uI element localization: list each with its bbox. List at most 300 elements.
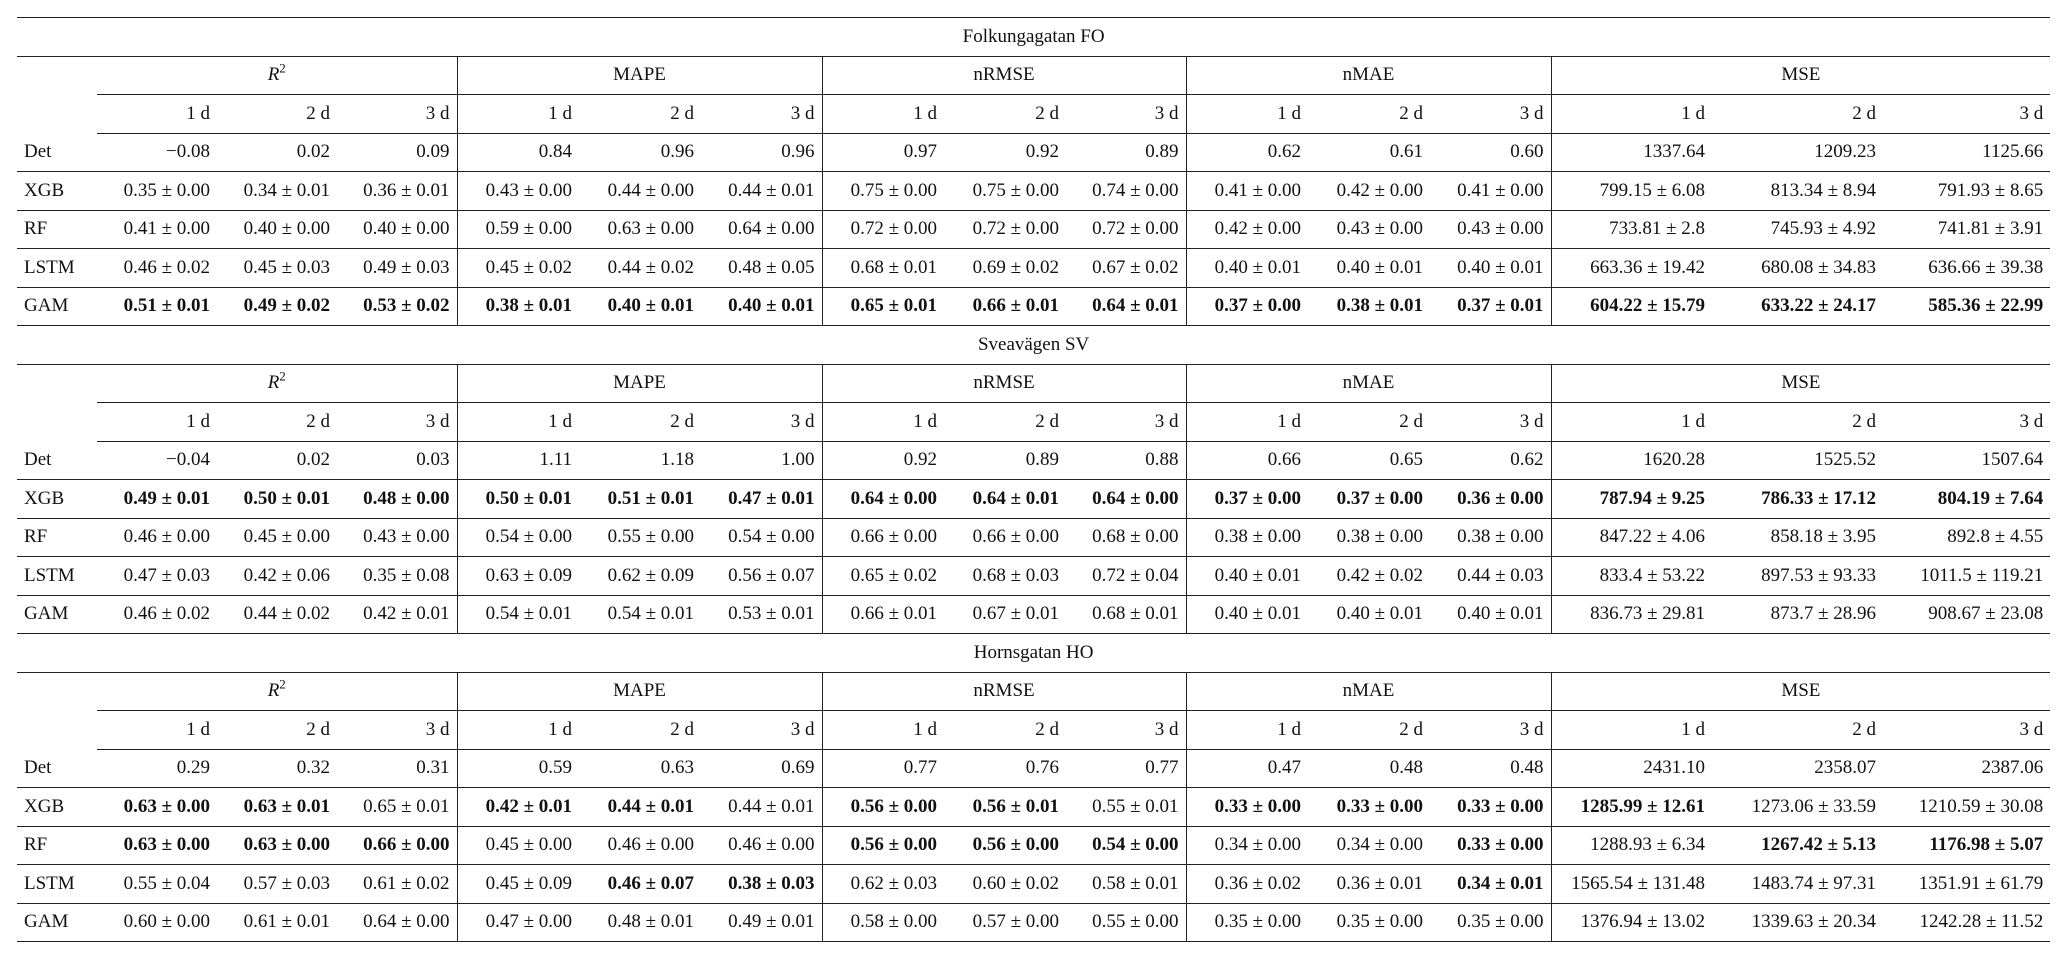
table-cell: 787.94 ± 9.25 bbox=[1551, 480, 1712, 519]
table-cell: 0.48 bbox=[1308, 749, 1430, 788]
horizon-header: 1 d bbox=[457, 403, 579, 442]
table-cell: 0.65 ± 0.02 bbox=[822, 557, 944, 596]
table-cell: 0.64 ± 0.00 bbox=[337, 903, 457, 942]
section-title-row bbox=[17, 18, 2050, 57]
table-cell: 0.62 bbox=[1186, 133, 1308, 172]
table-cell: 0.44 ± 0.01 bbox=[701, 172, 822, 211]
table-cell: 0.32 bbox=[217, 749, 337, 788]
table-cell: 1288.93 ± 6.34 bbox=[1551, 826, 1712, 865]
table-cell: 0.66 ± 0.00 bbox=[822, 518, 944, 557]
table-cell: 0.53 ± 0.02 bbox=[337, 287, 457, 326]
table-cell: 0.42 ± 0.01 bbox=[337, 595, 457, 634]
table-cell: 0.33 ± 0.00 bbox=[1186, 788, 1308, 827]
horizon-header: 1 d bbox=[822, 95, 944, 134]
horizon-header: 3 d bbox=[1066, 711, 1186, 750]
table-cell: 0.40 ± 0.01 bbox=[1186, 557, 1308, 596]
table-cell: 0.66 ± 0.00 bbox=[337, 826, 457, 865]
table-cell: 1483.74 ± 97.31 bbox=[1712, 865, 1883, 904]
table-cell: 0.56 ± 0.00 bbox=[944, 826, 1066, 865]
horizon-header: 2 d bbox=[944, 711, 1066, 750]
table-cell: 0.40 ± 0.01 bbox=[1186, 595, 1308, 634]
table-cell: 0.40 ± 0.01 bbox=[1186, 249, 1308, 288]
metric-superscript: 2 bbox=[279, 368, 286, 384]
table-cell: 0.41 ± 0.00 bbox=[97, 210, 217, 249]
model-name: GAM bbox=[17, 595, 97, 634]
table-cell: 1209.23 bbox=[1712, 133, 1883, 172]
table-cell: 0.65 ± 0.01 bbox=[822, 287, 944, 326]
table-cell: 1125.66 bbox=[1883, 133, 2050, 172]
table-cell: 0.47 bbox=[1186, 749, 1308, 788]
table-cell: 741.81 ± 3.91 bbox=[1883, 210, 2050, 249]
table-row bbox=[17, 826, 2050, 865]
table-cell: 0.97 bbox=[822, 133, 944, 172]
table-cell: 1273.06 ± 33.59 bbox=[1712, 788, 1883, 827]
model-name: LSTM bbox=[17, 865, 97, 904]
table-cell: 1210.59 ± 30.08 bbox=[1883, 788, 2050, 827]
table-cell: 733.81 ± 2.8 bbox=[1551, 210, 1712, 249]
table-cell: 745.93 ± 4.92 bbox=[1712, 210, 1883, 249]
horizon-header: 2 d bbox=[1712, 95, 1883, 134]
table-cell: 0.55 ± 0.00 bbox=[1066, 903, 1186, 942]
table-cell: 0.61 ± 0.02 bbox=[337, 865, 457, 904]
table-cell: 0.36 ± 0.01 bbox=[1308, 865, 1430, 904]
table-cell: 0.35 ± 0.00 bbox=[97, 172, 217, 211]
table-cell: 804.19 ± 7.64 bbox=[1883, 480, 2050, 519]
metric-header-row bbox=[17, 56, 2050, 95]
table-cell: 0.56 ± 0.00 bbox=[822, 826, 944, 865]
horizon-header: 1 d bbox=[1551, 95, 1712, 134]
table-cell: 0.75 ± 0.00 bbox=[944, 172, 1066, 211]
model-name: Det bbox=[17, 441, 97, 480]
table-cell: 0.55 ± 0.04 bbox=[97, 865, 217, 904]
table-cell: 0.42 ± 0.00 bbox=[1186, 210, 1308, 249]
table-cell: 0.40 ± 0.01 bbox=[1430, 249, 1551, 288]
section-title-row bbox=[17, 634, 2050, 673]
horizon-header: 2 d bbox=[944, 403, 1066, 442]
table-cell: 0.72 ± 0.04 bbox=[1066, 557, 1186, 596]
table-cell: 0.40 ± 0.01 bbox=[1430, 595, 1551, 634]
table-cell: 0.66 ± 0.01 bbox=[822, 595, 944, 634]
table-cell: 1.11 bbox=[457, 441, 579, 480]
horizon-header: 2 d bbox=[217, 711, 337, 750]
table-cell: 0.03 bbox=[337, 441, 457, 480]
table-cell: 0.37 ± 0.00 bbox=[1186, 287, 1308, 326]
table-cell: 0.72 ± 0.00 bbox=[944, 210, 1066, 249]
table-cell: 0.77 bbox=[1066, 749, 1186, 788]
table-cell: 0.42 ± 0.02 bbox=[1308, 557, 1430, 596]
table-cell: 0.54 ± 0.00 bbox=[457, 518, 579, 557]
table-cell: 0.47 ± 0.01 bbox=[701, 480, 822, 519]
table-cell: 636.66 ± 39.38 bbox=[1883, 249, 2050, 288]
table-cell: 0.40 ± 0.01 bbox=[1308, 595, 1430, 634]
table-cell: 858.18 ± 3.95 bbox=[1712, 518, 1883, 557]
table-cell: 0.35 ± 0.00 bbox=[1430, 903, 1551, 942]
table-row bbox=[17, 441, 2050, 480]
table-cell: 0.54 ± 0.00 bbox=[1066, 826, 1186, 865]
table-cell: 0.02 bbox=[217, 441, 337, 480]
metric-label: nRMSE bbox=[973, 372, 1035, 394]
table-cell: 0.75 ± 0.00 bbox=[822, 172, 944, 211]
table-row bbox=[17, 595, 2050, 634]
horizon-header: 1 d bbox=[457, 95, 579, 134]
horizon-header: 1 d bbox=[822, 711, 944, 750]
table-cell: 0.63 ± 0.00 bbox=[97, 826, 217, 865]
table-cell: 0.42 ± 0.01 bbox=[457, 788, 579, 827]
horizon-header: 2 d bbox=[1712, 711, 1883, 750]
table-cell: 0.33 ± 0.00 bbox=[1430, 826, 1551, 865]
table-cell: 0.34 ± 0.01 bbox=[217, 172, 337, 211]
horizon-header: 1 d bbox=[97, 711, 217, 750]
table-cell: 0.67 ± 0.02 bbox=[1066, 249, 1186, 288]
metric-header bbox=[1186, 56, 1551, 95]
metric-header bbox=[457, 364, 822, 403]
metric-header bbox=[97, 56, 457, 95]
table-cell: 0.89 bbox=[1066, 133, 1186, 172]
table-cell: 0.48 ± 0.00 bbox=[337, 480, 457, 519]
table-cell: 847.22 ± 4.06 bbox=[1551, 518, 1712, 557]
model-name: GAM bbox=[17, 287, 97, 326]
table-cell: 0.63 ± 0.00 bbox=[579, 210, 701, 249]
table-cell: 0.49 ± 0.02 bbox=[217, 287, 337, 326]
table-cell: 0.38 ± 0.03 bbox=[701, 865, 822, 904]
metric-label: MSE bbox=[1781, 680, 1821, 702]
table-row bbox=[17, 480, 2050, 519]
table-cell: 0.57 ± 0.00 bbox=[944, 903, 1066, 942]
table-cell: 2358.07 bbox=[1712, 749, 1883, 788]
table-cell: 1351.91 ± 61.79 bbox=[1883, 865, 2050, 904]
table-row bbox=[17, 133, 2050, 172]
table-cell: 0.69 bbox=[701, 749, 822, 788]
table-cell: 1.18 bbox=[579, 441, 701, 480]
table-cell: 0.46 ± 0.00 bbox=[579, 826, 701, 865]
table-cell: 0.40 ± 0.01 bbox=[1308, 249, 1430, 288]
metric-label: nMAE bbox=[1342, 372, 1395, 394]
horizon-header: 2 d bbox=[1308, 711, 1430, 750]
table-cell: 0.09 bbox=[337, 133, 457, 172]
metric-label: R bbox=[267, 372, 280, 394]
horizon-header: 3 d bbox=[701, 711, 822, 750]
table-cell: 0.68 ± 0.01 bbox=[1066, 595, 1186, 634]
table-cell: 1176.98 ± 5.07 bbox=[1883, 826, 2050, 865]
table-cell: 0.59 bbox=[457, 749, 579, 788]
horizon-header: 3 d bbox=[1883, 403, 2050, 442]
table-cell: 0.42 ± 0.06 bbox=[217, 557, 337, 596]
table-cell: 0.64 ± 0.00 bbox=[701, 210, 822, 249]
table-row bbox=[17, 788, 2050, 827]
table-cell: 0.54 ± 0.01 bbox=[579, 595, 701, 634]
table-row bbox=[17, 903, 2050, 942]
table-cell: 0.45 ± 0.03 bbox=[217, 249, 337, 288]
table-cell: 0.49 ± 0.01 bbox=[97, 480, 217, 519]
table-cell: 1285.99 ± 12.61 bbox=[1551, 788, 1712, 827]
table-cell: 0.36 ± 0.01 bbox=[337, 172, 457, 211]
horizon-header: 1 d bbox=[822, 403, 944, 442]
horizon-header: 1 d bbox=[97, 95, 217, 134]
metric-header bbox=[457, 672, 822, 711]
table-cell: 0.96 bbox=[701, 133, 822, 172]
table-cell: 0.60 ± 0.02 bbox=[944, 865, 1066, 904]
table-cell: 2387.06 bbox=[1883, 749, 2050, 788]
table-cell: 836.73 ± 29.81 bbox=[1551, 595, 1712, 634]
table-cell: 0.36 ± 0.00 bbox=[1430, 480, 1551, 519]
table-cell: 0.50 ± 0.01 bbox=[217, 480, 337, 519]
model-name: LSTM bbox=[17, 557, 97, 596]
model-name: GAM bbox=[17, 903, 97, 942]
table-cell: 0.65 ± 0.01 bbox=[337, 788, 457, 827]
table-cell: 0.62 ± 0.09 bbox=[579, 557, 701, 596]
table-cell: 0.60 ± 0.00 bbox=[97, 903, 217, 942]
metric-label: MSE bbox=[1781, 372, 1821, 394]
metric-label: MSE bbox=[1781, 64, 1821, 86]
table-cell: 1011.5 ± 119.21 bbox=[1883, 557, 2050, 596]
table-cell: 0.46 ± 0.00 bbox=[701, 826, 822, 865]
horizon-header: 2 d bbox=[1308, 403, 1430, 442]
table-row bbox=[17, 865, 2050, 904]
corner-cell bbox=[17, 364, 97, 403]
table-cell: 0.64 ± 0.00 bbox=[1066, 480, 1186, 519]
table-cell: 0.40 ± 0.01 bbox=[579, 287, 701, 326]
table-cell: 0.43 ± 0.00 bbox=[337, 518, 457, 557]
table-cell: 0.44 ± 0.02 bbox=[217, 595, 337, 634]
horizon-header: 2 d bbox=[579, 403, 701, 442]
table-cell: 0.74 ± 0.00 bbox=[1066, 172, 1186, 211]
table-cell: 0.33 ± 0.00 bbox=[1430, 788, 1551, 827]
table-cell: 0.56 ± 0.00 bbox=[822, 788, 944, 827]
table-cell: 0.45 ± 0.09 bbox=[457, 865, 579, 904]
table-cell: 0.63 ± 0.00 bbox=[217, 826, 337, 865]
table-cell: 0.35 ± 0.00 bbox=[1308, 903, 1430, 942]
table-cell: 892.8 ± 4.55 bbox=[1883, 518, 2050, 557]
horizon-header: 1 d bbox=[1551, 403, 1712, 442]
table-cell: 0.68 ± 0.03 bbox=[944, 557, 1066, 596]
table-cell: −0.08 bbox=[97, 133, 217, 172]
table-row bbox=[17, 518, 2050, 557]
table-cell: 0.92 bbox=[944, 133, 1066, 172]
table-cell: 0.64 ± 0.01 bbox=[944, 480, 1066, 519]
table-cell: 633.22 ± 24.17 bbox=[1712, 287, 1883, 326]
table-cell: 0.66 ± 0.01 bbox=[944, 287, 1066, 326]
table-cell: 0.61 ± 0.01 bbox=[217, 903, 337, 942]
table-cell: 799.15 ± 6.08 bbox=[1551, 172, 1712, 211]
table-cell: 0.35 ± 0.00 bbox=[1186, 903, 1308, 942]
table-row bbox=[17, 749, 2050, 788]
table-cell: 0.33 ± 0.00 bbox=[1308, 788, 1430, 827]
horizon-header: 1 d bbox=[1186, 95, 1308, 134]
horizon-header: 3 d bbox=[337, 711, 457, 750]
metric-superscript: 2 bbox=[279, 676, 286, 692]
table-cell: 0.51 ± 0.01 bbox=[97, 287, 217, 326]
model-name: RF bbox=[17, 210, 97, 249]
horizon-header: 1 d bbox=[1186, 403, 1308, 442]
table-row bbox=[17, 287, 2050, 326]
table-cell: 0.49 ± 0.03 bbox=[337, 249, 457, 288]
table-cell: 0.43 ± 0.00 bbox=[1308, 210, 1430, 249]
table-cell: 585.36 ± 22.99 bbox=[1883, 287, 2050, 326]
horizon-header: 3 d bbox=[337, 403, 457, 442]
table-cell: 0.40 ± 0.01 bbox=[701, 287, 822, 326]
metric-label: MAPE bbox=[613, 372, 666, 394]
table-cell: 0.54 ± 0.01 bbox=[457, 595, 579, 634]
table-cell: 0.36 ± 0.02 bbox=[1186, 865, 1308, 904]
table-cell: 0.29 bbox=[97, 749, 217, 788]
table-cell: 0.46 ± 0.00 bbox=[97, 518, 217, 557]
corner-cell bbox=[17, 56, 97, 95]
table-cell: 0.63 bbox=[579, 749, 701, 788]
table-cell: 0.49 ± 0.01 bbox=[701, 903, 822, 942]
table-cell: 813.34 ± 8.94 bbox=[1712, 172, 1883, 211]
table-cell: 833.4 ± 53.22 bbox=[1551, 557, 1712, 596]
metric-superscript: 2 bbox=[279, 60, 286, 76]
table-row bbox=[17, 557, 2050, 596]
horizon-header: 3 d bbox=[1430, 403, 1551, 442]
horizon-header: 3 d bbox=[701, 95, 822, 134]
table-cell: −0.04 bbox=[97, 441, 217, 480]
table-cell: 0.38 ± 0.00 bbox=[1430, 518, 1551, 557]
table-cell: 0.50 ± 0.01 bbox=[457, 480, 579, 519]
table-cell: 0.40 ± 0.00 bbox=[337, 210, 457, 249]
section-title-row bbox=[17, 326, 2050, 365]
table-cell: 0.46 ± 0.07 bbox=[579, 865, 701, 904]
metric-label: MAPE bbox=[613, 680, 666, 702]
table-cell: 0.45 ± 0.00 bbox=[217, 518, 337, 557]
table-cell: 0.92 bbox=[822, 441, 944, 480]
horizon-header: 2 d bbox=[1712, 403, 1883, 442]
table-cell: 0.44 ± 0.00 bbox=[579, 172, 701, 211]
table-cell: 0.62 ± 0.03 bbox=[822, 865, 944, 904]
horizon-header: 1 d bbox=[97, 403, 217, 442]
table-cell: 680.08 ± 34.83 bbox=[1712, 249, 1883, 288]
table-cell: 873.7 ± 28.96 bbox=[1712, 595, 1883, 634]
table-cell: 0.34 ± 0.00 bbox=[1308, 826, 1430, 865]
table-cell: 0.88 bbox=[1066, 441, 1186, 480]
table-cell: 1525.52 bbox=[1712, 441, 1883, 480]
table-cell: 0.44 ± 0.01 bbox=[701, 788, 822, 827]
table-cell: 0.56 ± 0.07 bbox=[701, 557, 822, 596]
table-cell: 1620.28 bbox=[1551, 441, 1712, 480]
table-cell: 1376.94 ± 13.02 bbox=[1551, 903, 1712, 942]
metric-header bbox=[1551, 364, 2050, 403]
table-row bbox=[17, 249, 2050, 288]
table-cell: 0.72 ± 0.00 bbox=[1066, 210, 1186, 249]
results-table bbox=[17, 17, 2050, 942]
corner-cell bbox=[17, 95, 97, 134]
table-body bbox=[17, 18, 2050, 942]
table-cell: 0.42 ± 0.00 bbox=[1308, 172, 1430, 211]
corner-cell bbox=[17, 672, 97, 711]
table-cell: 0.67 ± 0.01 bbox=[944, 595, 1066, 634]
table-cell: 0.44 ± 0.03 bbox=[1430, 557, 1551, 596]
table-cell: 0.43 ± 0.00 bbox=[457, 172, 579, 211]
table-cell: 0.44 ± 0.02 bbox=[579, 249, 701, 288]
table-cell: 1267.42 ± 5.13 bbox=[1712, 826, 1883, 865]
metric-header-row bbox=[17, 672, 2050, 711]
table-cell: 0.48 ± 0.01 bbox=[579, 903, 701, 942]
table-cell: 0.45 ± 0.00 bbox=[457, 826, 579, 865]
corner-cell bbox=[17, 711, 97, 750]
table-cell: 0.51 ± 0.01 bbox=[579, 480, 701, 519]
metric-header bbox=[97, 364, 457, 403]
metric-header bbox=[1551, 672, 2050, 711]
table-cell: 0.55 ± 0.00 bbox=[579, 518, 701, 557]
table-cell: 0.41 ± 0.00 bbox=[1430, 172, 1551, 211]
horizon-header: 3 d bbox=[1066, 95, 1186, 134]
table-cell: 0.76 bbox=[944, 749, 1066, 788]
table-cell: 0.41 ± 0.00 bbox=[1186, 172, 1308, 211]
metric-label: nRMSE bbox=[973, 680, 1035, 702]
table-cell: 0.62 bbox=[1430, 441, 1551, 480]
model-name: XGB bbox=[17, 480, 97, 519]
horizon-header: 3 d bbox=[701, 403, 822, 442]
horizon-header-row bbox=[17, 403, 2050, 442]
metric-header-row bbox=[17, 364, 2050, 403]
horizon-header: 2 d bbox=[579, 95, 701, 134]
table-cell: 0.40 ± 0.00 bbox=[217, 210, 337, 249]
table-cell: 0.47 ± 0.03 bbox=[97, 557, 217, 596]
metric-header bbox=[822, 672, 1186, 711]
model-name: Det bbox=[17, 749, 97, 788]
metric-label: nRMSE bbox=[973, 64, 1035, 86]
table-cell: 0.72 ± 0.00 bbox=[822, 210, 944, 249]
table-row bbox=[17, 210, 2050, 249]
model-name: LSTM bbox=[17, 249, 97, 288]
table-cell: 0.34 ± 0.01 bbox=[1430, 865, 1551, 904]
table-cell: 0.56 ± 0.01 bbox=[944, 788, 1066, 827]
table-cell: 0.68 ± 0.00 bbox=[1066, 518, 1186, 557]
metric-label: MAPE bbox=[613, 64, 666, 86]
table-cell: 0.43 ± 0.00 bbox=[1430, 210, 1551, 249]
table-cell: 0.46 ± 0.02 bbox=[97, 249, 217, 288]
table-cell: 0.38 ± 0.00 bbox=[1308, 518, 1430, 557]
table-cell: 0.45 ± 0.02 bbox=[457, 249, 579, 288]
table-cell: 0.44 ± 0.01 bbox=[579, 788, 701, 827]
table-cell: 0.63 ± 0.09 bbox=[457, 557, 579, 596]
metric-label: R bbox=[267, 680, 280, 702]
horizon-header: 2 d bbox=[579, 711, 701, 750]
table-cell: 0.48 ± 0.05 bbox=[701, 249, 822, 288]
metric-header bbox=[822, 364, 1186, 403]
table-cell: 0.38 ± 0.00 bbox=[1186, 518, 1308, 557]
table-cell: 0.34 ± 0.00 bbox=[1186, 826, 1308, 865]
horizon-header-row bbox=[17, 711, 2050, 750]
table-cell: 0.58 ± 0.01 bbox=[1066, 865, 1186, 904]
section-title: Sveavägen SV bbox=[17, 326, 2050, 365]
model-name: RF bbox=[17, 518, 97, 557]
table-cell: 0.55 ± 0.01 bbox=[1066, 788, 1186, 827]
metric-header bbox=[1186, 364, 1551, 403]
table-cell: 0.66 ± 0.00 bbox=[944, 518, 1066, 557]
metric-label: R bbox=[267, 64, 280, 86]
table-cell: 1337.64 bbox=[1551, 133, 1712, 172]
model-name: Det bbox=[17, 133, 97, 172]
table-cell: 0.65 bbox=[1308, 441, 1430, 480]
table-cell: 0.53 ± 0.01 bbox=[701, 595, 822, 634]
section-title: Hornsgatan HO bbox=[17, 634, 2050, 673]
horizon-header: 3 d bbox=[1430, 95, 1551, 134]
table-cell: 0.66 bbox=[1186, 441, 1308, 480]
table-cell: 0.57 ± 0.03 bbox=[217, 865, 337, 904]
horizon-header: 2 d bbox=[1308, 95, 1430, 134]
horizon-header: 3 d bbox=[337, 95, 457, 134]
table-cell: 897.53 ± 93.33 bbox=[1712, 557, 1883, 596]
table-cell: 0.54 ± 0.00 bbox=[701, 518, 822, 557]
table-cell: 1242.28 ± 11.52 bbox=[1883, 903, 2050, 942]
horizon-header-row bbox=[17, 95, 2050, 134]
table-cell: 0.31 bbox=[337, 749, 457, 788]
table-cell: 791.93 ± 8.65 bbox=[1883, 172, 2050, 211]
metric-header bbox=[1186, 672, 1551, 711]
horizon-header: 2 d bbox=[944, 95, 1066, 134]
table-cell: 0.59 ± 0.00 bbox=[457, 210, 579, 249]
